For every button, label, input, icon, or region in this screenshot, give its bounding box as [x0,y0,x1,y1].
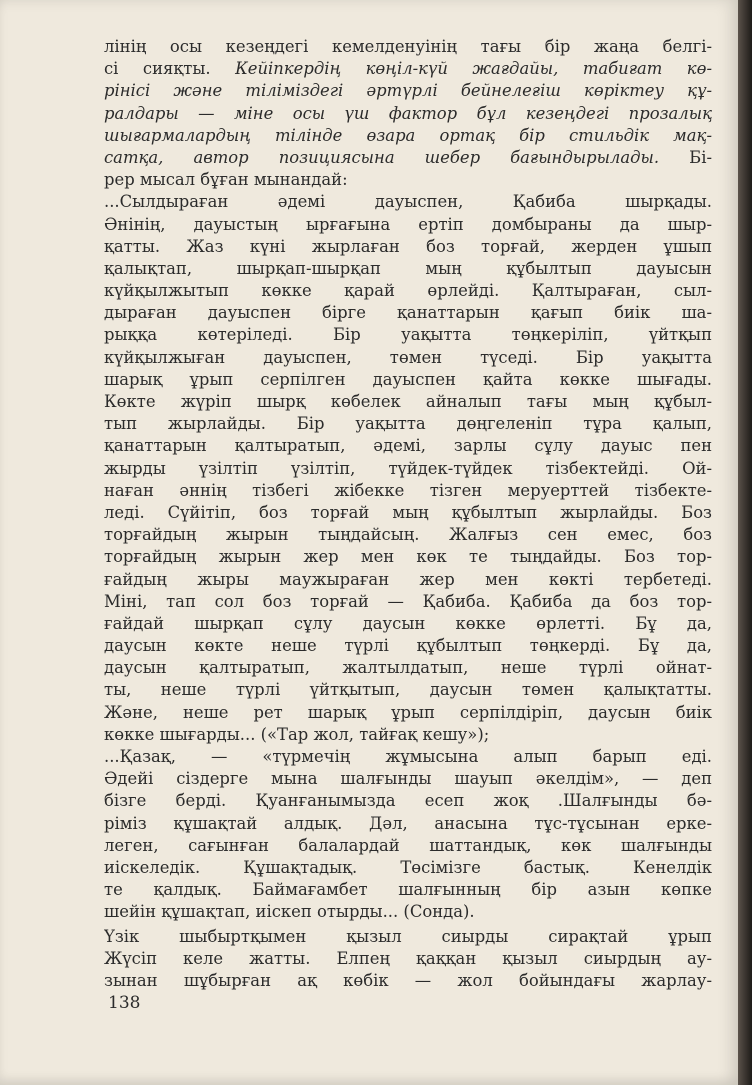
text-line [104,169,712,191]
text-segment: даусын көкте неше түрлі құбылтып төңкерді. Бұ да, [104,636,712,656]
text-line [104,502,712,524]
text-line [104,857,712,879]
text-segment: дыраған дауыспен бірге қанаттарын қағып биік ша- [104,303,712,323]
text-line [104,768,712,790]
text-line [104,458,712,480]
text-line [104,879,712,901]
italic-text: рінісі және тіліміздегі әртүрлі бейнелеғіш көріктеу құ- [104,81,712,101]
text-line [104,236,712,258]
text-segment: күйқылжытып көкке қарай өрлейді. Қалтыраған, сыл- [104,281,712,301]
text-line [104,347,712,369]
page-number: 138 [108,993,141,1013]
text-line [104,679,712,701]
text-line [104,724,712,746]
text-line [104,280,712,302]
text-segment: ...Қазақ, — «түрмечің жұмысына алып барып еді. [104,747,712,766]
text-line [104,214,712,236]
page-edge-shadow [738,0,752,1085]
text-line [104,970,712,992]
text-segment: торғайдың жырын тыңдайсың. Жалғыз сен емес, боз [104,525,712,545]
text-line [104,391,712,413]
text-line [104,546,712,568]
text-line [104,302,712,324]
text-line [104,635,712,657]
text-segment: лінің осы кезеңдегі кемелденуінің тағы бір жаңа белгі- [104,37,712,56]
italic-text: Кейіпкердің көңіл-күй жағдайы, табиғат кө- [235,59,712,79]
text-line [104,790,712,812]
text-segment: күйқылжыған дауыспен, төмен түседі. Бір уақытта [104,347,712,367]
text-segment: қалықтап, шырқап-шырқап мың құбылтып дауысын [104,258,712,278]
text-line [104,926,712,948]
text-line [104,258,712,280]
text-segment: рыққа көтеріледі. Бір уақытта төңкеріліп, үйтқып [104,325,712,345]
text-line [104,58,712,80]
text-line [104,813,712,835]
text-segment: ғайдай шырқап сұлу даусын көкке өрлетті. Бұ да, [104,613,712,633]
text-segment: ріміз құшақтай алдық. Дәл, анасына тұс-тұсынан ерке- [104,813,712,833]
text-line [104,657,712,679]
text-segment: Үзік шыбыртқымен қызыл сиырды сирақтай ұрып [104,926,712,946]
text-segment: Көкте жүріп шырқ көбелек айналып тағы мың құбыл- [104,392,712,411]
text-segment: Әнінің, дауыстың ырғағына ертіп домбыраны да шыр- [104,214,712,234]
text-line [104,191,712,213]
italic-text: шығармалардың тілінде өзара ортақ бір стильдік мақ- [104,125,712,145]
text-line [104,103,712,125]
text-line [104,413,712,435]
text-segment: Бі- [659,147,712,167]
text-segment: сі сияқты. [104,59,236,79]
text-segment: қатты. Жаз күні жырлаған боз торғай, жерден ұшып [104,236,712,256]
text-segment: те қалдық. Баймағамбет шалғынның бір азын көпке [104,880,712,900]
text-segment: ...Сылдыраған әдемі дауыспен, Қабиба шырқады. [104,192,712,212]
text-segment: торғайдың жырын жер мен көк те тыңдайды. Боз тор- [104,547,712,567]
text-segment: зынан шұбырған ақ көбік — жол бойындағы жарлау- [104,970,712,990]
text-segment: тып жырлайды. Бір уақытта дөңгеленіп тұра қалып, [104,414,712,434]
text-segment: Жүсіп келе жатты. Елпең қаққан қызыл сиырдың ау- [104,948,712,968]
text-line [104,569,712,591]
text-segment: ғайдың жыры маужыраған жер мен көкті тербетеді. [104,569,712,589]
text-line [104,948,712,970]
text-line [104,435,712,457]
text-segment: көкке шығарды... («Тар жол, тайғақ кешу»); [104,724,490,744]
text-segment: рер мысал бұған мынандай: [104,170,348,190]
italic-text: сатқа, автор позициясына шебер бағындырылады. [104,147,660,167]
text-segment: Және, неше рет шарық ұрып серпілдіріп, даусын биік [104,702,712,722]
text-line [104,324,712,346]
text-segment: шарық ұрып серпілген дауыспен қайта көкке шығады. [104,369,712,389]
text-segment: Міні, тап сол боз торғай — Қабиба. Қабиба да боз тор- [104,591,712,611]
italic-text: ралдары — міне осы үш фактор бұл кезеңдегі прозалық [104,103,712,123]
text-line [104,369,712,391]
text-line [104,80,712,102]
text-segment: жырды үзілтіп үзілтіп, түйдек-түйдек тізбектейді. Ой- [104,458,712,478]
text-segment: наған әннің тізбегі жібекке тізген меруерттей тізбекте- [104,480,712,500]
text-segment: Әдейі сіздерге мына шалғынды шауып әкелдім», — деп [104,769,712,789]
text-line [104,480,712,502]
text-segment: қанаттарын қалтыратып, әдемі, зарлы сұлу дауыс пен [104,436,712,456]
text-line [104,613,712,635]
text-segment: шейін құшақтап, иіскеп отырды... (Сонда). [104,902,475,922]
text-segment: леген, сағынған балалардай шаттандық, көк шалғынды [104,835,712,855]
text-line [104,835,712,857]
text-line [104,702,712,724]
text-line [104,125,712,147]
body-text [104,36,712,992]
text-line [104,591,712,613]
text-segment: ты, неше түрлі үйтқытып, даусын төмен қалықтатты. [104,680,712,700]
text-line [104,524,712,546]
text-line [104,36,712,58]
text-segment: леді. Сүйітіп, боз торғай мың құбылтып жырлайды. Боз [104,502,712,522]
text-segment: иіскеледік. Құшақтадық. Төсімізге бастық. Кенелдік [104,857,712,877]
text-segment: даусын қалтыратып, жалтылдатып, неше түрлі ойнат- [104,658,712,678]
text-line [104,147,712,169]
text-segment: бізге берді. Қуанғанымызда есеп жоқ .Шалғынды бә- [104,791,712,811]
text-line [104,901,712,923]
text-line [104,746,712,768]
